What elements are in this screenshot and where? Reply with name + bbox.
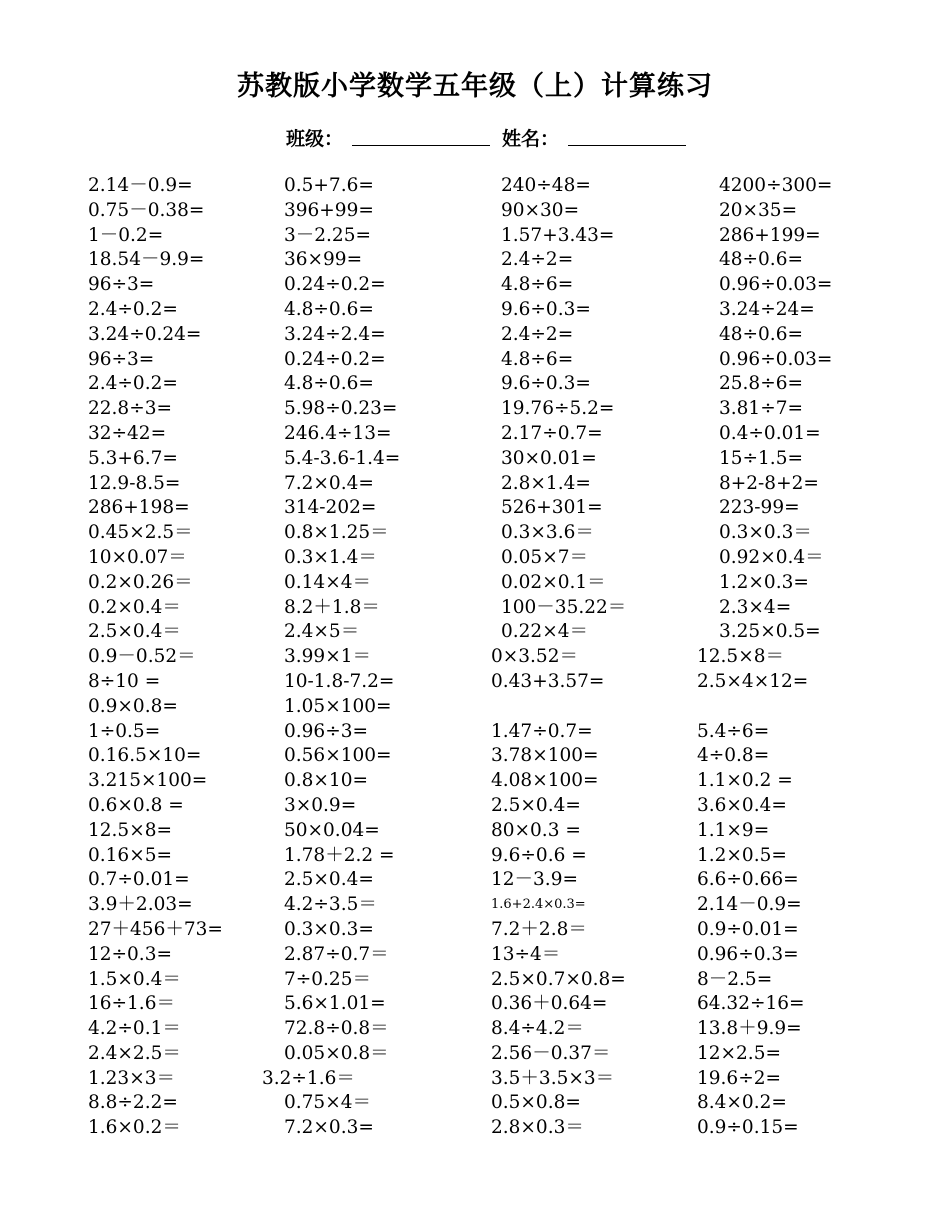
exercise-item: 4.8÷0.6=: [284, 298, 374, 320]
exercise-item: 8÷10 =: [88, 670, 161, 692]
exercise-item: 8.4×0.2=: [697, 1092, 787, 1114]
exercise-item: 19.76÷5.2=: [501, 398, 615, 420]
exercise-item: 0.8×1.25＝: [284, 522, 389, 544]
exercise-item: 0.3×3.6＝: [501, 522, 594, 544]
exercise-item: 0.96÷0.03=: [719, 274, 833, 296]
exercise-item: 0.5×0.8=: [491, 1092, 581, 1114]
exercise-item: 526+301=: [501, 497, 603, 519]
exercise-item: 0.9×0.8=: [88, 695, 178, 717]
exercise-item: 7÷0.25＝: [284, 968, 371, 990]
exercise-item: 7.2×0.4=: [284, 472, 374, 494]
exercise-item: 0.75×4＝: [284, 1092, 371, 1114]
exercise-item: 0.36＋0.64=: [491, 993, 608, 1015]
exercise-item: 246.4÷13=: [284, 422, 392, 444]
exercise-column-2: [262, 174, 401, 1141]
exercise-item: 8.4÷4.2＝: [491, 1018, 584, 1040]
exercise-item: 0.3×0.3＝: [719, 522, 812, 544]
exercise-item: 100－35.22＝: [501, 596, 627, 618]
exercise-item: 3.215×100=: [88, 770, 208, 792]
exercise-item: 13.8＋9.9=: [697, 1018, 802, 1040]
exercise-item: 0.3×0.3=: [284, 918, 374, 940]
exercise-item: 5.4÷6=: [697, 720, 770, 742]
exercise-item: 5.3+6.7=: [88, 447, 178, 469]
exercise-item: 0.43+3.57=: [491, 670, 605, 692]
exercise-item: 2.17÷0.7=: [501, 422, 603, 444]
exercise-item: 1.2×0.5=: [697, 844, 787, 866]
exercise-item: 0×3.52＝: [491, 646, 578, 668]
exercise-item: 9.6÷0.3=: [501, 373, 591, 395]
exercise-item: 2.8×1.4=: [501, 472, 591, 494]
exercise-item: 3.99×1＝: [284, 646, 371, 668]
exercise-item: [697, 695, 832, 720]
class-label: 班级：: [286, 128, 344, 150]
exercise-item: 3.9＋2.03=: [88, 894, 193, 916]
exercise-item: 2.4÷0.2=: [88, 298, 178, 320]
exercise-item: 1.6+2.4×0.3=: [491, 897, 586, 913]
exercise-item: 2.5×0.4=: [491, 794, 581, 816]
exercise-item: 72.8÷0.8＝: [284, 1018, 389, 1040]
exercise-item: 3.5＋3.5×3＝: [491, 1067, 615, 1089]
exercise-item: 0.16×5=: [88, 844, 172, 866]
exercise-item: 3.24÷0.24=: [88, 323, 202, 345]
exercise-item: 8+2-8+2=: [719, 472, 819, 494]
exercise-item: 12.5×8＝: [697, 646, 784, 668]
exercise-item: 0.9÷0.15=: [697, 1117, 799, 1139]
exercise-item: 12－3.9=: [491, 869, 578, 891]
exercise-item: 2.5×0.4＝: [88, 621, 181, 643]
exercise-item: 8.8÷2.2=: [88, 1092, 178, 1114]
exercise-item: 0.5+7.6=: [284, 175, 374, 196]
exercise-item: 96÷3=: [88, 348, 155, 370]
exercise-item: 3.25×0.5=: [719, 621, 821, 643]
exercise-item: 6.6÷0.66=: [697, 869, 799, 891]
exercise-item: 2.14－0.9=: [697, 894, 802, 916]
exercise-item: 10×0.07＝: [88, 546, 187, 568]
exercise-item: 1.1×0.2 =: [697, 770, 793, 792]
exercise-item: 8－2.5=: [697, 968, 773, 990]
exercise-item: 0.16.5×10=: [88, 745, 202, 767]
exercise-item: 4.2÷3.5＝: [284, 894, 377, 916]
exercise-item: 90×30=: [501, 199, 580, 221]
exercise-item: 0.8×10=: [284, 770, 368, 792]
exercise-item: 314-202=: [284, 497, 377, 519]
exercise-item: 286+199=: [719, 224, 821, 246]
exercise-item: 15÷1.5=: [719, 447, 803, 469]
exercise-item: 2.4×2.5＝: [88, 1042, 181, 1064]
exercise-item: 7.2＋2.8＝: [491, 918, 587, 940]
exercise-item: 16÷1.6＝: [88, 993, 175, 1015]
exercise-item: 1.1×9=: [697, 819, 770, 841]
exercise-item: 5.6×1.01=: [284, 993, 386, 1015]
exercise-item: 9.6÷0.6 =: [491, 844, 587, 866]
exercise-item: 0.24÷0.2=: [284, 274, 386, 296]
exercise-item: 12÷0.3=: [88, 943, 172, 965]
exercise-item: 2.4×5＝: [284, 621, 360, 643]
exercise-item: 0.56×100=: [284, 745, 392, 767]
exercise-item: 1.57+3.43=: [501, 224, 615, 246]
exercise-item: 0.02×0.1＝: [501, 571, 606, 593]
exercise-item: 0.14×4＝: [284, 571, 371, 593]
exercise-item: 2.5×0.4=: [284, 869, 374, 891]
exercise-item: 3.24÷24=: [719, 298, 815, 320]
exercise-item: 1.05×100=: [284, 695, 392, 717]
exercise-item: 36×99=: [284, 249, 363, 271]
exercise-item: 2.4÷0.2=: [88, 373, 178, 395]
exercise-item: 0.96÷3=: [284, 720, 368, 742]
exercise-item: 4.8÷6=: [501, 274, 574, 296]
exercise-item: 5.4-3.6-1.4=: [284, 447, 401, 469]
exercise-item: 3.81÷7=: [719, 398, 803, 420]
exercise-item: 48÷0.6=: [719, 249, 803, 271]
exercise-item: 2.5×4×12=: [697, 670, 809, 692]
exercise-item: 30×0.01=: [501, 447, 597, 469]
exercise-item: 2.3×4=: [719, 596, 792, 618]
exercise-item: 27＋456＋73=: [88, 918, 223, 940]
exercise-column-1: [88, 174, 223, 1141]
exercise-item: 3.2÷1.6＝: [262, 1067, 355, 1089]
exercise-item: 240÷48=: [501, 175, 591, 196]
exercise-item: 0.2×0.26＝: [88, 571, 193, 593]
exercise-item: 32÷42=: [88, 422, 167, 444]
exercise-item: 0.22×4＝: [501, 621, 588, 643]
exercise-item: 50×0.04=: [284, 819, 380, 841]
exercise-item: 0.05×7＝: [501, 546, 588, 568]
exercise-item: 0.92×0.4＝: [719, 546, 824, 568]
exercise-item: 12.9-8.5=: [88, 472, 181, 494]
exercise-item: 0.96÷0.03=: [719, 348, 833, 370]
exercise-column-3: [491, 174, 626, 1141]
exercise-item: 0.7÷0.01=: [88, 869, 190, 891]
exercise-item: 4.2÷0.1＝: [88, 1018, 181, 1040]
exercise-item: 3.6×0.4=: [697, 794, 787, 816]
exercise-column-4: [697, 174, 832, 1141]
exercise-item: 20×35=: [719, 199, 798, 221]
exercise-item: 396+99=: [284, 199, 374, 221]
exercise-item: 0.75－0.38=: [88, 199, 205, 221]
exercise-item: 80×0.3 =: [491, 819, 581, 841]
class-blank[interactable]: [352, 145, 490, 146]
exercise-item: 4.8÷6=: [501, 348, 574, 370]
exercise-item: 1－0.2=: [88, 224, 164, 246]
name-label: 姓名：: [502, 128, 560, 150]
exercise-item: 2.8×0.3＝: [491, 1117, 584, 1139]
exercise-item: 1.5×0.4＝: [88, 968, 181, 990]
exercise-item: 0.96÷0.3=: [697, 943, 799, 965]
exercise-item: 3×0.9=: [284, 794, 357, 816]
exercise-item: 2.87÷0.7＝: [284, 943, 389, 965]
exercise-item: 0.05×0.8＝: [284, 1042, 389, 1064]
exercise-item: 1.23×3＝: [88, 1067, 175, 1089]
exercise-item: 3.78×100=: [491, 745, 599, 767]
exercise-item: 12.5×8=: [88, 819, 172, 841]
exercise-item: 4÷0.8=: [697, 745, 770, 767]
exercise-item: 2.5×0.7×0.8=: [491, 968, 626, 990]
exercise-item: 0.2×0.4＝: [88, 596, 181, 618]
name-blank[interactable]: [568, 145, 686, 146]
exercise-item: 12×2.5=: [697, 1042, 781, 1064]
exercise-item: 4.08×100=: [491, 770, 599, 792]
exercise-item: 10-1.8-7.2=: [284, 670, 395, 692]
page-title: 苏教版小学数学五年级（上）计算练习: [237, 71, 713, 102]
exercise-item: 1.2×0.3=: [719, 571, 809, 593]
exercise-item: 9.6÷0.3=: [501, 298, 591, 320]
exercise-item: 18.54－9.9=: [88, 249, 205, 271]
exercise-item: 4200÷300=: [719, 175, 833, 196]
exercise-item: 223-99=: [719, 497, 800, 519]
exercise-item: [491, 695, 626, 720]
exercise-item: 7.2×0.3=: [284, 1117, 374, 1139]
student-info: [0, 124, 950, 150]
exercise-item: 2.14－0.9=: [88, 175, 193, 196]
exercise-item: 0.6×0.8 =: [88, 794, 184, 816]
exercise-item: 19.6÷2=: [697, 1067, 781, 1089]
exercise-item: 0.45×2.5＝: [88, 522, 193, 544]
exercise-item: 3－2.25=: [284, 224, 371, 246]
exercise-item: 2.56－0.37＝: [491, 1042, 611, 1064]
exercise-item: 0.9÷0.01=: [697, 918, 799, 940]
exercise-item: 0.9－0.52＝: [88, 646, 196, 668]
exercise-item: 2.4÷2=: [501, 249, 574, 271]
exercise-item: 25.8÷6=: [719, 373, 803, 395]
exercise-item: 96÷3=: [88, 274, 155, 296]
exercise-item: 5.98÷0.23=: [284, 398, 398, 420]
exercise-item: 3.24÷2.4=: [284, 323, 386, 345]
exercise-item: 0.4÷0.01=: [719, 422, 821, 444]
exercise-item: 22.8÷3=: [88, 398, 172, 420]
exercise-item: 8.2＋1.8＝: [284, 596, 380, 618]
exercise-item: 4.8÷0.6=: [284, 373, 374, 395]
exercise-item: 286+198=: [88, 497, 190, 519]
exercise-item: 1÷0.5=: [88, 720, 161, 742]
exercise-item: 13÷4＝: [491, 943, 561, 965]
exercise-item: 1.78＋2.2 =: [284, 844, 395, 866]
exercise-item: 0.24÷0.2=: [284, 348, 386, 370]
exercise-item: 48÷0.6=: [719, 323, 803, 345]
exercise-item: 64.32÷16=: [697, 993, 805, 1015]
exercise-item: 1.47÷0.7=: [491, 720, 593, 742]
exercise-item: 0.3×1.4＝: [284, 546, 377, 568]
exercise-item: 1.6×0.2＝: [88, 1117, 181, 1139]
exercise-item: 2.4÷2=: [501, 323, 574, 345]
